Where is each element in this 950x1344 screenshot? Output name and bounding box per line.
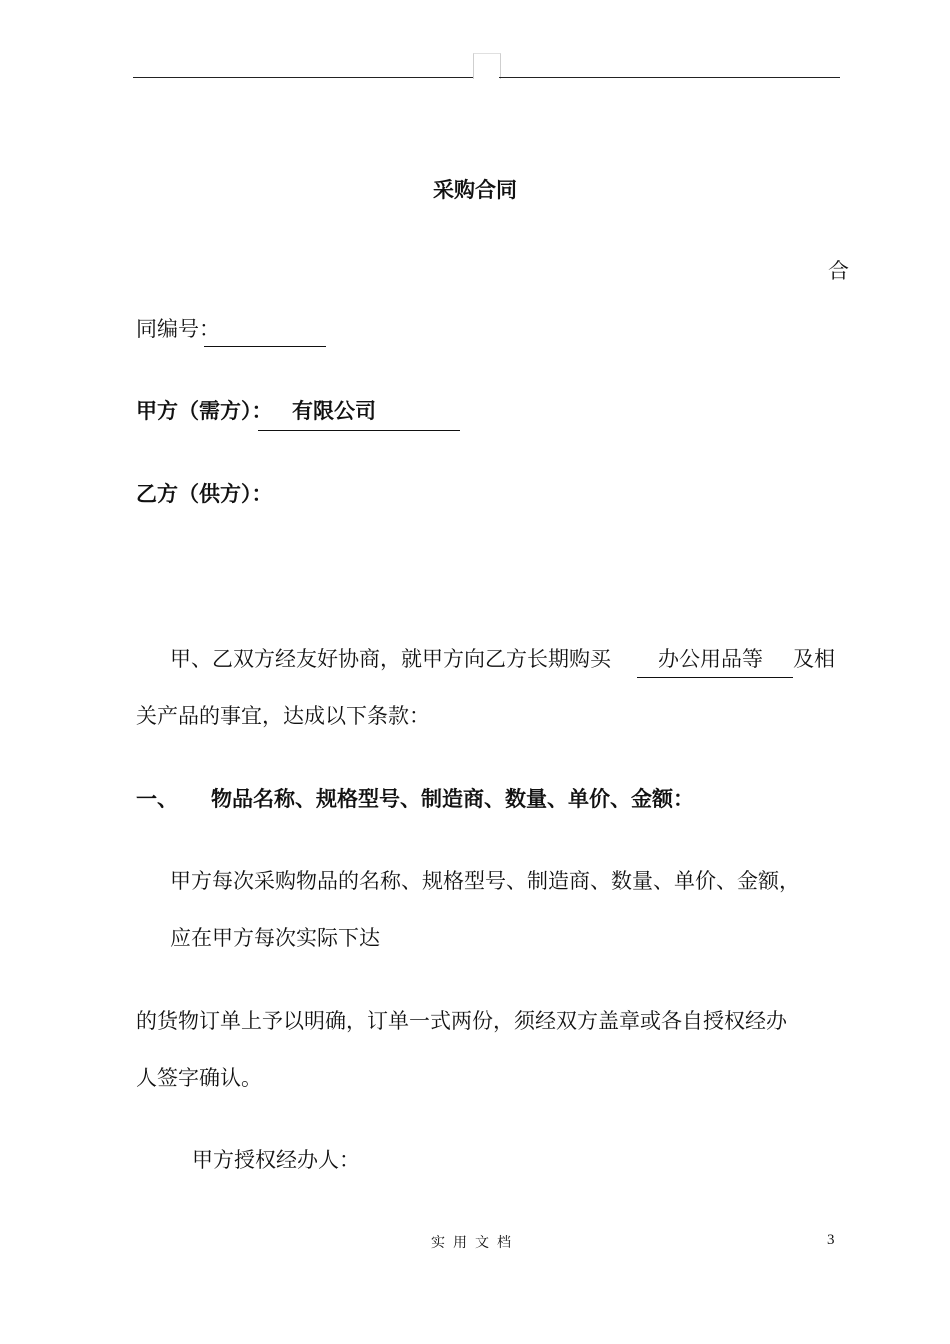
footer-text: 实用文档 <box>431 1235 519 1251</box>
document-title: 采购合同 <box>433 178 517 202</box>
intro-text-part1: 甲、乙双方经友好协商，就甲方向乙方长期购买 <box>170 647 611 671</box>
party-a-agent-label: 甲方授权经办人： <box>192 1148 360 1172</box>
page-number: 3 <box>827 1232 835 1248</box>
paragraph-1-line-2: 应在甲方每次实际下达 <box>170 926 380 950</box>
intro-blank-underline <box>637 677 793 678</box>
paragraph-2-line-2: 人签字确认。 <box>136 1066 262 1090</box>
header-rule-left <box>133 77 473 78</box>
section-1-number: 一、 <box>136 787 178 811</box>
header-marker <box>473 53 501 79</box>
contract-no-label-part2: 同编号： <box>136 317 220 341</box>
paragraph-1-line-1: 甲方每次采购物品的名称、规格型号、制造商、数量、单价、金额， <box>170 869 800 893</box>
header-rule-right <box>499 77 840 78</box>
paragraph-2-line-1: 的货物订单上予以明确，订单一式两份，须经双方盖章或各自授权经办 <box>136 1009 787 1033</box>
party-b-label: 乙方（供方）： <box>136 482 273 506</box>
contract-no-label-part1: 合 <box>828 259 849 283</box>
contract-no-blank <box>204 346 326 347</box>
party-a-underline <box>258 430 460 431</box>
intro-text-line2: 关产品的事宜，达成以下条款： <box>136 704 430 728</box>
intro-text-part2: 及相 <box>793 647 835 671</box>
party-a-label: 甲方（需方）： <box>136 399 273 423</box>
intro-blank-value: 办公用品等 <box>658 647 763 671</box>
party-a-value: 有限公司 <box>292 399 376 423</box>
section-1-title: 物品名称、规格型号、制造商、数量、单价、金额： <box>211 787 694 811</box>
